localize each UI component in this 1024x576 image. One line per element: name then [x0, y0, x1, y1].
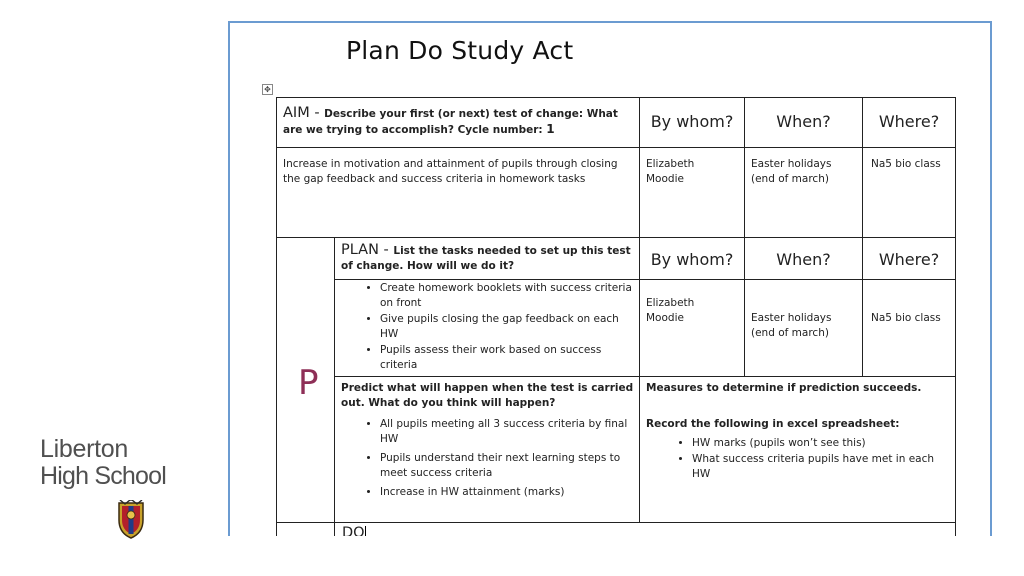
aim-header — [283, 106, 635, 138]
predict-items — [336, 417, 636, 504]
school-name-line1: Liberton — [40, 435, 128, 463]
plan-where: Na5 bio class — [871, 312, 941, 324]
predict-item: • All pupils meeting all 3 success criteria by final HW — [380, 417, 636, 447]
measures-list — [640, 436, 952, 486]
aim-col-by-whom: By whom? — [650, 112, 734, 131]
aim-col-when: When? — [776, 112, 831, 131]
aim-where: Na5 bio class — [871, 158, 941, 170]
measures-heading: Measures to determine if prediction succeeds. — [646, 382, 922, 394]
aim-prefix: AIM - — [283, 105, 325, 121]
plan-prefix: PLAN - — [341, 242, 394, 258]
document-page — [228, 21, 992, 536]
school-name — [40, 436, 166, 490]
plan-tasks — [336, 281, 636, 373]
plan-col-by-whom: By whom? — [650, 250, 734, 269]
plan-by-whom — [646, 296, 741, 326]
measure-item: • What success criteria pupils have met in each HW — [692, 452, 952, 482]
school-crest-icon — [116, 500, 146, 540]
aim-when-line2: (end of march) — [751, 173, 829, 185]
aim-cycle-number: 1 — [546, 122, 555, 136]
plan-when-line2: (end of march) — [751, 327, 829, 339]
aim-description: Increase in motivation and attainment of pupils through closing the gap feedback and success criteria in homework tasks — [283, 158, 618, 185]
predict-heading: Predict what will happen when the test is carried out. What do you think will happen? — [341, 382, 634, 409]
text-cursor — [365, 526, 366, 536]
predict-item: • Increase in HW attainment (marks) — [380, 485, 636, 500]
aim-by-whom-line2: Moodie — [646, 173, 684, 185]
plan-task-item: • Create homework booklets with success criteria on front — [380, 281, 636, 311]
plan-question: List the tasks needed to set up this test of change. How will we do it? — [341, 245, 631, 272]
plan-col-where: Where? — [878, 250, 940, 269]
do-header: DO — [342, 525, 365, 536]
record-heading: Record the following in excel spreadsheet: — [646, 418, 900, 430]
predict-item: • Pupils understand their next learning steps to meet success criteria — [380, 451, 636, 481]
plan-task-item: • Give pupils closing the gap feedback on each HW — [380, 312, 636, 342]
plan-by-whom-line2: Moodie — [646, 312, 684, 324]
school-name-line2: High School — [40, 462, 167, 490]
plan-when-line1: Easter holidays — [751, 312, 832, 324]
page-title: Plan Do Study Act — [346, 36, 574, 65]
aim-by-whom — [646, 157, 741, 187]
plan-task-item: • Pupils assess their work based on success criteria — [380, 343, 636, 373]
aim-col-where: Where? — [878, 112, 940, 131]
aim-when-line1: Easter holidays — [751, 158, 832, 170]
aim-by-whom-line1: Elizabeth — [646, 158, 695, 170]
aim-question: Describe your first (or next) test of change: What are we trying to accomplish? Cycle number: — [283, 108, 618, 136]
measure-item: • HW marks (pupils won’t see this) — [692, 436, 952, 451]
plan-when — [751, 311, 859, 341]
plan-by-whom-line1: Elizabeth — [646, 297, 695, 309]
plan-letter: P — [298, 363, 319, 403]
table-move-handle-icon[interactable]: ✥ — [262, 84, 273, 95]
aim-when — [751, 157, 859, 187]
plan-header — [341, 243, 636, 274]
plan-col-when: When? — [776, 250, 831, 269]
